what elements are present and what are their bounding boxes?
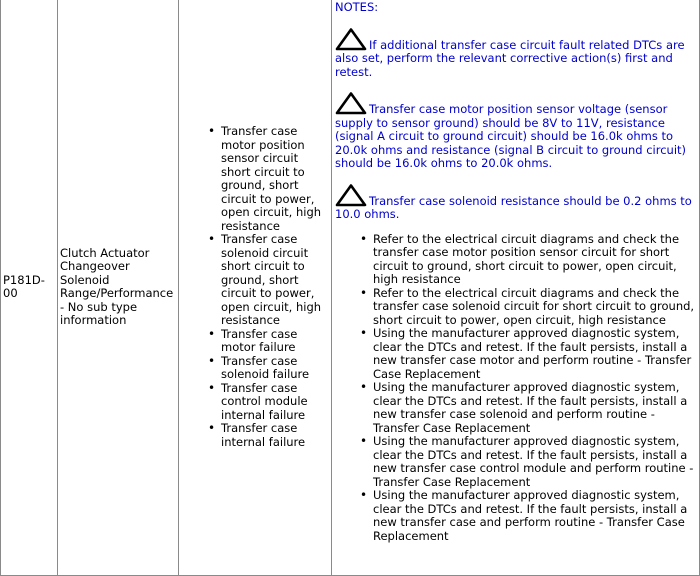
dtc-code: P181D-00 — [3, 272, 45, 300]
list-item: • Refer to the electrical circuit diagrams and check the transfer case solenoid circuit for short circuit to ground, short circuit to power, open circuit, high resistance — [373, 287, 699, 328]
list-item: • Transfer case motor position sensor circuit short circuit to ground, short circuit to power, open circuit, high resistance — [221, 125, 331, 233]
warning-triangle-icon — [335, 27, 367, 51]
notes-block — [335, 1, 699, 222]
list-item: • Using the manufacturer approved diagnostic system, clear the DTCs and retest. If the fault persists, install a new transfer case control module and perform routine - Transfer Case Replacement — [373, 435, 699, 489]
warning-triangle-icon — [335, 183, 367, 207]
list-item: • Transfer case control module internal failure — [221, 382, 331, 423]
note-text: Transfer case solenoid resistance should be 0.2 ohms to 10.0 ohms. — [335, 193, 692, 221]
note-1 — [335, 27, 699, 80]
list-item: • Transfer case internal failure — [221, 422, 331, 449]
warning-triangle-icon — [335, 91, 367, 115]
list-item: • Transfer case solenoid failure — [221, 355, 331, 382]
note-text: Transfer case motor position sensor voltage (sensor supply to sensor ground) should be 8V to 11V, resistance (signal A circuit to ground circuit) should be 16.0k ohms to 20.0k ohms and resistance (signal B circuit to ground circuit) should be 16.0k ohms to 20.0k ohms. — [335, 102, 687, 170]
list-item: • Transfer case solenoid circuit short circuit to ground, short circuit to power, open circuit, high resistance — [221, 233, 331, 328]
list-item: • Using the manufacturer approved diagnostic system, clear the DTCs and retest. If the fault persists, install a new transfer case motor and perform routine - Transfer Case Replacement — [373, 327, 699, 381]
causes-cell — [179, 0, 332, 576]
actions-list — [335, 233, 699, 544]
actions-cell — [332, 0, 700, 576]
list-item: • Using the manufacturer approved diagnostic system, clear the DTCs and retest. If the fault persists, install a new transfer case solenoid and perform routine - Transfer Case Replacement — [373, 381, 699, 435]
note-2 — [335, 91, 699, 171]
dtc-code-cell — [1, 0, 58, 576]
note-text: If additional transfer case circuit fault related DTCs are also set, perform the relevant corrective action(s) first and retest. — [335, 37, 685, 79]
note-3 — [335, 183, 699, 222]
list-item: • Using the manufacturer approved diagnostic system, clear the DTCs and retest. If the fault persists, install a new transfer case and perform routine - Transfer Case Replacement — [373, 489, 699, 543]
causes-list — [179, 125, 331, 449]
list-item: • Refer to the electrical circuit diagrams and check the transfer case motor position sensor circuit for short circuit to ground, short circuit to power, open circuit, high resistance — [373, 233, 699, 287]
list-item: • Transfer case motor failure — [221, 328, 331, 355]
notes-heading: NOTES: — [335, 0, 379, 14]
dtc-description: Clutch Actuator Changeover Solenoid Range/Performance - No sub type information — [60, 245, 174, 327]
table-row — [1, 0, 700, 576]
description-cell — [58, 0, 179, 576]
